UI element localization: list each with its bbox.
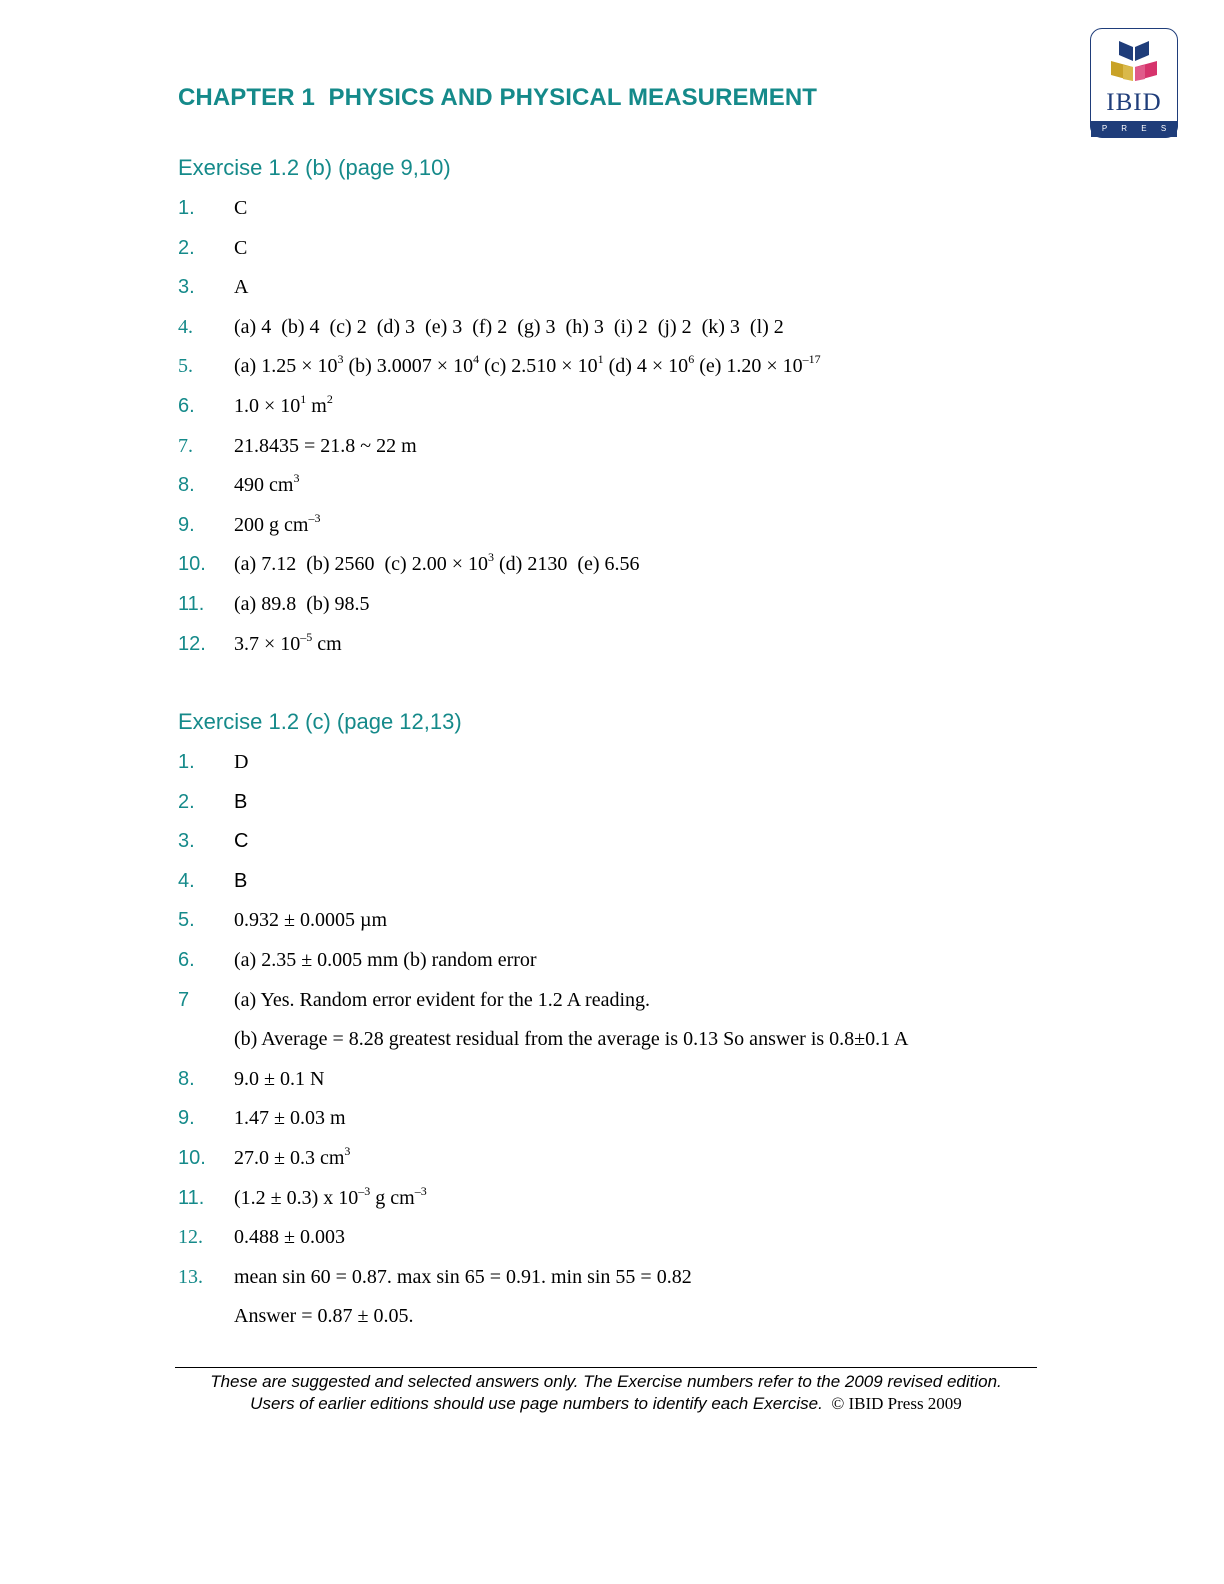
- answer-text: (a) 4 (b) 4 (c) 2 (d) 3 (e) 3 (f) 2 (g) 3 (h) 3 (i) 2 (j) 2 (k) 3 (l) 2: [234, 315, 784, 338]
- answer-text: B: [234, 790, 248, 813]
- book-icon: [1109, 37, 1159, 83]
- answer-number: 7.: [178, 434, 193, 457]
- answer-text: D: [234, 751, 249, 773]
- logo-text: IBID: [1106, 89, 1162, 116]
- exercise-c-title: Exercise 1.2 (c) (page 12,13): [178, 709, 462, 734]
- logo-subtext: P R E S S: [1091, 121, 1177, 137]
- answer-number: 4.: [178, 315, 193, 338]
- answer-number: 4.: [178, 869, 195, 892]
- footer-note: [175, 1371, 1037, 1415]
- footer-copyright: © IBID Press 2009: [831, 1394, 962, 1413]
- answer-text: 0.488 ± 0.003: [234, 1226, 345, 1249]
- answer-number: 11.: [178, 1186, 205, 1209]
- answer-number: 1.: [178, 751, 195, 773]
- answer-text: 21.8435 = 21.8 ~ 22 m: [234, 434, 417, 457]
- answer-text: (a) Yes. Random error evident for the 1.2 A reading.: [234, 988, 651, 1011]
- answer-text: B: [234, 869, 248, 892]
- answer-text: C: [234, 236, 248, 259]
- answer-text: 0.932 ± 0.0005 µm: [234, 909, 388, 932]
- answer-text: 27.0 ± 0.3 $cm^3$: [234, 1144, 351, 1169]
- answer-number: 9.: [178, 513, 195, 536]
- answer-number: 12.: [178, 632, 206, 655]
- answer-text: (b) Average = 8.28 greatest residual from the average is 0.13 So answer is 0.8±0.1 A: [234, 1028, 909, 1051]
- ibid-press-logo: [1090, 28, 1178, 149]
- answer-text: 1.47 ± 0.03 m: [234, 1107, 346, 1130]
- answer-number: 8.: [178, 1067, 195, 1090]
- answer-number: 10.: [178, 553, 206, 576]
- answer-text: mean sin 60 = 0.87. max sin 65 = 0.91. min sin 55 = 0.82: [234, 1265, 692, 1288]
- chapter-title: CHAPTER 1 PHYSICS AND PHYSICAL MEASUREMENT: [178, 84, 818, 111]
- answer-number: 5.: [178, 909, 195, 932]
- answer-number: 11.: [178, 593, 205, 615]
- footer-line-2: Users of earlier editions should use page numbers to identify each Exercise.: [250, 1394, 823, 1413]
- answer-number: 12.: [178, 1226, 203, 1249]
- answer-text: C: [234, 830, 249, 853]
- answer-text: $3.7 \times 10^{-5}$ cm: [234, 629, 342, 655]
- answer-number: 3.: [178, 830, 195, 853]
- answer-text: 490 $cm^3$: [234, 471, 300, 497]
- answer-text: 200 g $cm^{-3}$: [234, 510, 321, 536]
- answer-text: (a) $1.25 \times 10^3$ (b) $3.0007 \times 10^4$ (c) $2.510 \times 10^1$ (d) $4 \times 10^6$ (e) $1.20 \times 10^{-17}$: [234, 352, 821, 378]
- footer-divider: [175, 1367, 1037, 1368]
- answer-number: 10.: [178, 1147, 206, 1169]
- answer-number: 13.: [178, 1265, 203, 1288]
- answer-text: 9.0 ± 0.1 N: [234, 1067, 325, 1090]
- answer-number: 5.: [178, 355, 193, 378]
- answer-text: (1.2 ± 0.3) x $10^{-3}$ g $cm^{-3}$: [234, 1183, 427, 1209]
- answer-text: (a) 2.35 ± 0.005 mm (b) random error: [234, 949, 537, 971]
- answer-text: C: [234, 197, 248, 219]
- answer-number: 6.: [178, 395, 195, 417]
- answer-number: 3.: [178, 276, 195, 299]
- answer-number: 7: [178, 988, 190, 1011]
- footer-line-1: These are suggested and selected answers only. The Exercise numbers refer to the 2009 revised edition.: [210, 1372, 1002, 1391]
- answer-number: 1.: [178, 197, 195, 219]
- answer-text: A: [234, 276, 249, 299]
- answer-number: 9.: [178, 1107, 195, 1130]
- answer-text: (a) 89.8 (b) 98.5: [234, 593, 370, 615]
- answer-text: $1.0 \times 10^1$ $m^2$: [234, 392, 333, 417]
- answer-number: 2.: [178, 790, 195, 813]
- answer-text: (a) 7.12 (b) 2560 (c) $2.00 \times 10^3$ (d) 2130 (e) 6.56: [234, 550, 640, 576]
- answer-number: 2.: [178, 236, 195, 259]
- exercise-b-title: Exercise 1.2 (b) (page 9,10): [178, 155, 451, 180]
- answer-number: 6.: [178, 949, 195, 971]
- answer-number: 8.: [178, 474, 195, 497]
- answer-text: Answer = 0.87 ± 0.05.: [234, 1305, 414, 1328]
